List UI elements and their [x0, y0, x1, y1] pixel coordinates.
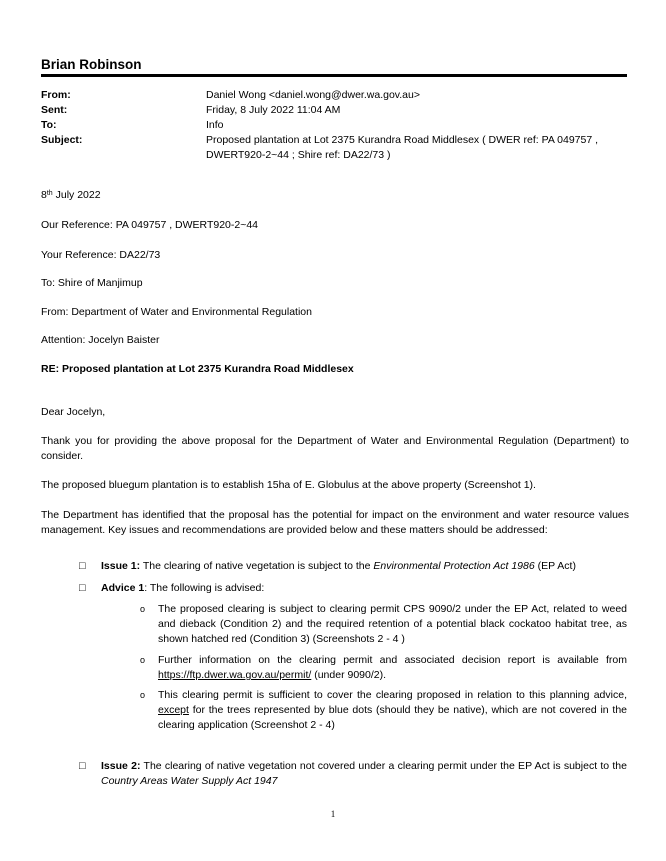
subject-line-2: DWERT920-2~44 ; Shire ref: DA22/73 ): [206, 149, 391, 161]
re-line: RE: Proposed plantation at Lot 2375 Kurandra Road Middlesex: [41, 363, 354, 375]
paragraph-1: Thank you for providing the above proposal for the Department of Water and Environmental Regulation (Department) to consider.: [41, 435, 629, 462]
to-label: To:: [41, 119, 57, 131]
circle-bullet-icon: o: [140, 604, 146, 614]
checkbox-icon: □: [79, 760, 86, 772]
from-line: From: Department of Water and Environmental Regulation: [41, 306, 312, 318]
issue-1-body: The clearing of native vegetation is subject to the: [140, 560, 374, 572]
paragraph-2: The proposed bluegum plantation is to establish 15ha of E. Globulus at the above property (Screenshot 1).: [41, 479, 536, 491]
circle-bullet-icon: o: [140, 655, 146, 665]
sub-bullet-3-text: [158, 688, 627, 733]
to-value: Info: [206, 119, 224, 131]
sub-bullet-3-post: for the trees represented by blue dots (should they be native), which are not covered in the clearing application (Screenshot 2 - 4): [158, 704, 627, 731]
checkbox-icon: □: [79, 582, 86, 594]
advice-1-body: : The following is advised:: [144, 582, 265, 594]
issue-1-label: Issue 1:: [101, 560, 141, 572]
our-reference: Our Reference: PA 049757 , DWERT920-2~44: [41, 219, 259, 231]
date-suffix: th: [46, 190, 53, 197]
permit-link[interactable]: https://ftp.dwer.wa.gov.au/permit/: [158, 669, 312, 681]
email-header: [41, 88, 631, 163]
sub-bullet-2-pre: Further information on the clearing permit and associated decision report is available from: [158, 654, 627, 666]
cawsa-act-name: Country Areas Water Supply Act 1947: [101, 775, 278, 787]
to-line: To: Shire of Manjimup: [41, 277, 143, 289]
subject-value: [206, 133, 631, 163]
issue-2-text: [101, 759, 627, 789]
page-number: 1: [330, 809, 336, 819]
checkbox-icon: □: [79, 560, 86, 572]
from-row: [41, 88, 631, 103]
from-value: Daniel Wong <daniel.wong@dwer.wa.gov.au>: [206, 89, 420, 101]
attention-line: Attention: Jocelyn Baister: [41, 334, 160, 346]
circle-bullet-icon: o: [140, 690, 146, 700]
header-rule: [41, 74, 627, 77]
salutation: Dear Jocelyn,: [41, 406, 106, 418]
sub-bullet-2-text: [158, 653, 627, 683]
sent-label: Sent:: [41, 104, 68, 116]
sub-bullet-1-text: The proposed clearing is subject to clearing permit CPS 9090/2 under the EP Act, related to weed and dieback (Condition 2) and the required retention of a potential black cockatoo habitat tree, as shown hatched red (Condition 3) (Screenshots 2 - 4 ): [158, 603, 627, 645]
date-day: 8: [41, 189, 47, 201]
sent-value: Friday, 8 July 2022 11:04 AM: [206, 104, 341, 116]
issue-2-label: Issue 2:: [101, 760, 141, 772]
advice-1-label: Advice 1: [101, 582, 145, 594]
subject-row: [41, 133, 631, 163]
ep-act-name: Environmental Protection Act 1986: [373, 560, 535, 572]
from-label: From:: [41, 89, 71, 101]
issue-2-body: The clearing of native vegetation not covered under a clearing permit under the EP Act is subject to the: [140, 760, 627, 772]
issue-1-text: [101, 559, 627, 574]
sender-name: Brian Robinson: [41, 57, 142, 72]
advice-1-text: [101, 581, 627, 596]
to-row: [41, 118, 631, 133]
sub-bullet-3-pre: This clearing permit is sufficient to cover the clearing proposed in relation to this planning advice,: [158, 689, 627, 701]
sub-bullet-2-post: (under 9090/2).: [311, 669, 387, 681]
subject-line-1: Proposed plantation at Lot 2375 Kurandra Road Middlesex ( DWER ref: PA 049757 ,: [206, 134, 599, 146]
subject-label: Subject:: [41, 134, 83, 146]
paragraph-3: The Department has identified that the proposal has the potential for impact on the environment and water resource values management. Key issues and recommendations are provided below and these matters should be addressed:: [41, 509, 629, 536]
sent-row: [41, 103, 631, 118]
letter-date: [41, 188, 629, 203]
except-word: except: [158, 704, 189, 716]
date-rest: July 2022: [52, 189, 101, 201]
your-reference: Your Reference: DA22/73: [41, 249, 161, 261]
issue-1-tail: (EP Act): [534, 560, 576, 572]
